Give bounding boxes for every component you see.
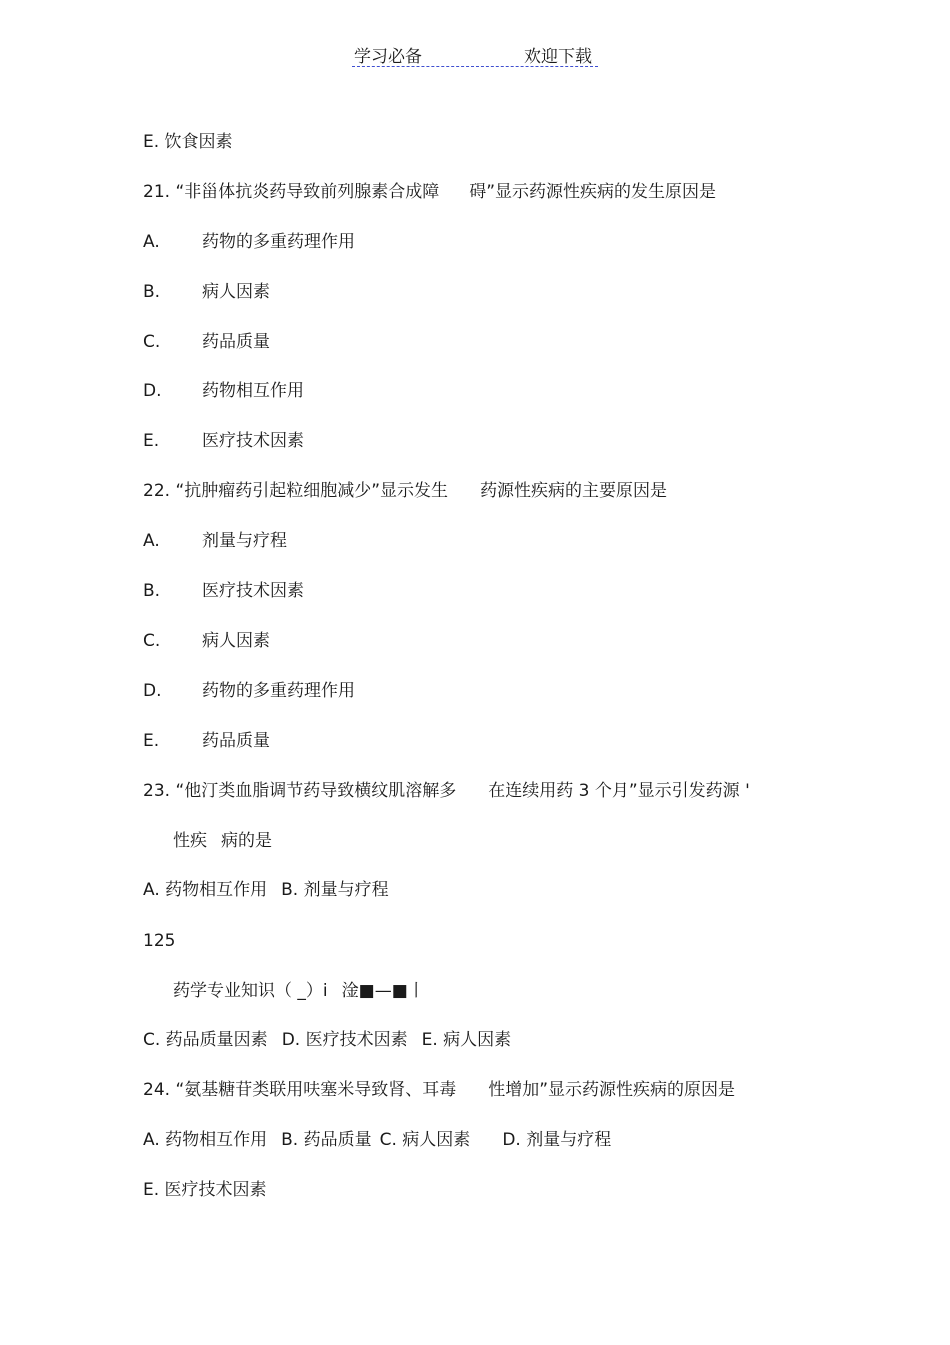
running-header-part-2: 淦■—■丨 bbox=[341, 981, 425, 1001]
q23-option-b: B. 剂量与疗程 bbox=[281, 880, 389, 900]
question-21-part-2: 碍”显示药源性疾病的发生原因是 bbox=[469, 182, 717, 202]
running-header-part-1: 药学专业知识（ _）i bbox=[173, 981, 328, 1001]
q21-option-e bbox=[143, 430, 304, 452]
question-24 bbox=[143, 1079, 735, 1101]
q21-option-d bbox=[143, 380, 304, 402]
option-label: D. bbox=[143, 681, 162, 701]
q22-option-a bbox=[143, 530, 287, 552]
question-22-part-1: 22. “抗肿瘤药引起粒细胞减少”显示发生 bbox=[143, 481, 449, 501]
option-text: 医疗技术因素 bbox=[202, 581, 304, 601]
question-22-part-2: 药源性疾病的主要原因是 bbox=[480, 481, 668, 501]
q23-options-ab bbox=[143, 879, 389, 901]
option-label: E. bbox=[143, 431, 160, 451]
q21-option-c bbox=[143, 331, 270, 353]
question-21-part-1: 21. “非甾体抗炎药导致前列腺素合成障 bbox=[143, 182, 440, 202]
option-label: A. bbox=[143, 531, 160, 551]
question-21 bbox=[143, 181, 716, 203]
q23-option-a: A. 药物相互作用 bbox=[143, 880, 268, 900]
question-24-part-2: 性增加”显示药源性疾病的原因是 bbox=[488, 1080, 736, 1100]
question-23 bbox=[143, 780, 750, 802]
option-label: C. bbox=[143, 631, 161, 651]
q23-option-e: E. 病人因素 bbox=[421, 1030, 512, 1050]
q22-option-e bbox=[143, 730, 270, 752]
q22-option-d bbox=[143, 680, 355, 702]
q24-option-b: B. 药品质量 bbox=[281, 1130, 372, 1150]
q22-option-b bbox=[143, 580, 304, 602]
question-23-continuation bbox=[173, 830, 272, 852]
question-24-part-1: 24. “氨基糖苷类联用呋塞米导致肾、耳毒 bbox=[143, 1080, 457, 1100]
page-header bbox=[352, 40, 598, 67]
option-text: 病人因素 bbox=[202, 282, 270, 302]
option-label: C. bbox=[143, 332, 161, 352]
page-number: 125 bbox=[143, 931, 176, 951]
q21-option-a bbox=[143, 231, 355, 253]
option-text: 药物的多重药理作用 bbox=[202, 681, 355, 701]
question-22 bbox=[143, 480, 667, 502]
question-23-cont-part-2: 病的是 bbox=[221, 831, 272, 851]
option-label: B. bbox=[143, 282, 161, 302]
question-23-cont-part-1: 性疾 bbox=[173, 831, 207, 851]
option-text: 药物相互作用 bbox=[202, 381, 304, 401]
header-left-text: 学习必备 bbox=[354, 47, 422, 67]
q24-option-e: E. 医疗技术因素 bbox=[143, 1180, 267, 1200]
option-text: 病人因素 bbox=[202, 631, 270, 651]
option-label: D. bbox=[143, 381, 162, 401]
running-header bbox=[173, 980, 425, 1002]
option-text: 药物的多重药理作用 bbox=[202, 232, 355, 252]
q21-option-b bbox=[143, 281, 270, 303]
q23-options-cde bbox=[143, 1029, 511, 1051]
question-23-part-1: 23. “他汀类血脂调节药导致横纹肌溶解多 bbox=[143, 781, 457, 801]
q23-option-d: D. 医疗技术因素 bbox=[281, 1030, 408, 1050]
option-label: B. bbox=[143, 581, 161, 601]
q24-option-d: D. 剂量与疗程 bbox=[502, 1130, 612, 1150]
option-text: 医疗技术因素 bbox=[202, 431, 304, 451]
q23-option-c: C. 药品质量因素 bbox=[143, 1030, 268, 1050]
q24-option-a: A. 药物相互作用 bbox=[143, 1130, 268, 1150]
option-text: 药品质量 bbox=[202, 332, 270, 352]
option-label: A. bbox=[143, 232, 160, 252]
option-text: 剂量与疗程 bbox=[202, 531, 287, 551]
q24-options bbox=[143, 1129, 611, 1151]
q24-option-c: C. 病人因素 bbox=[379, 1130, 471, 1150]
option-e-line: E. 饮食因素 bbox=[143, 132, 233, 152]
header-right-text: 欢迎下载 bbox=[524, 47, 592, 67]
option-label: E. bbox=[143, 731, 160, 751]
question-23-part-2: 在连续用药 3 个月”显示引发药源 ' bbox=[488, 781, 750, 801]
option-text: 药品质量 bbox=[202, 731, 270, 751]
q22-option-c bbox=[143, 630, 270, 652]
